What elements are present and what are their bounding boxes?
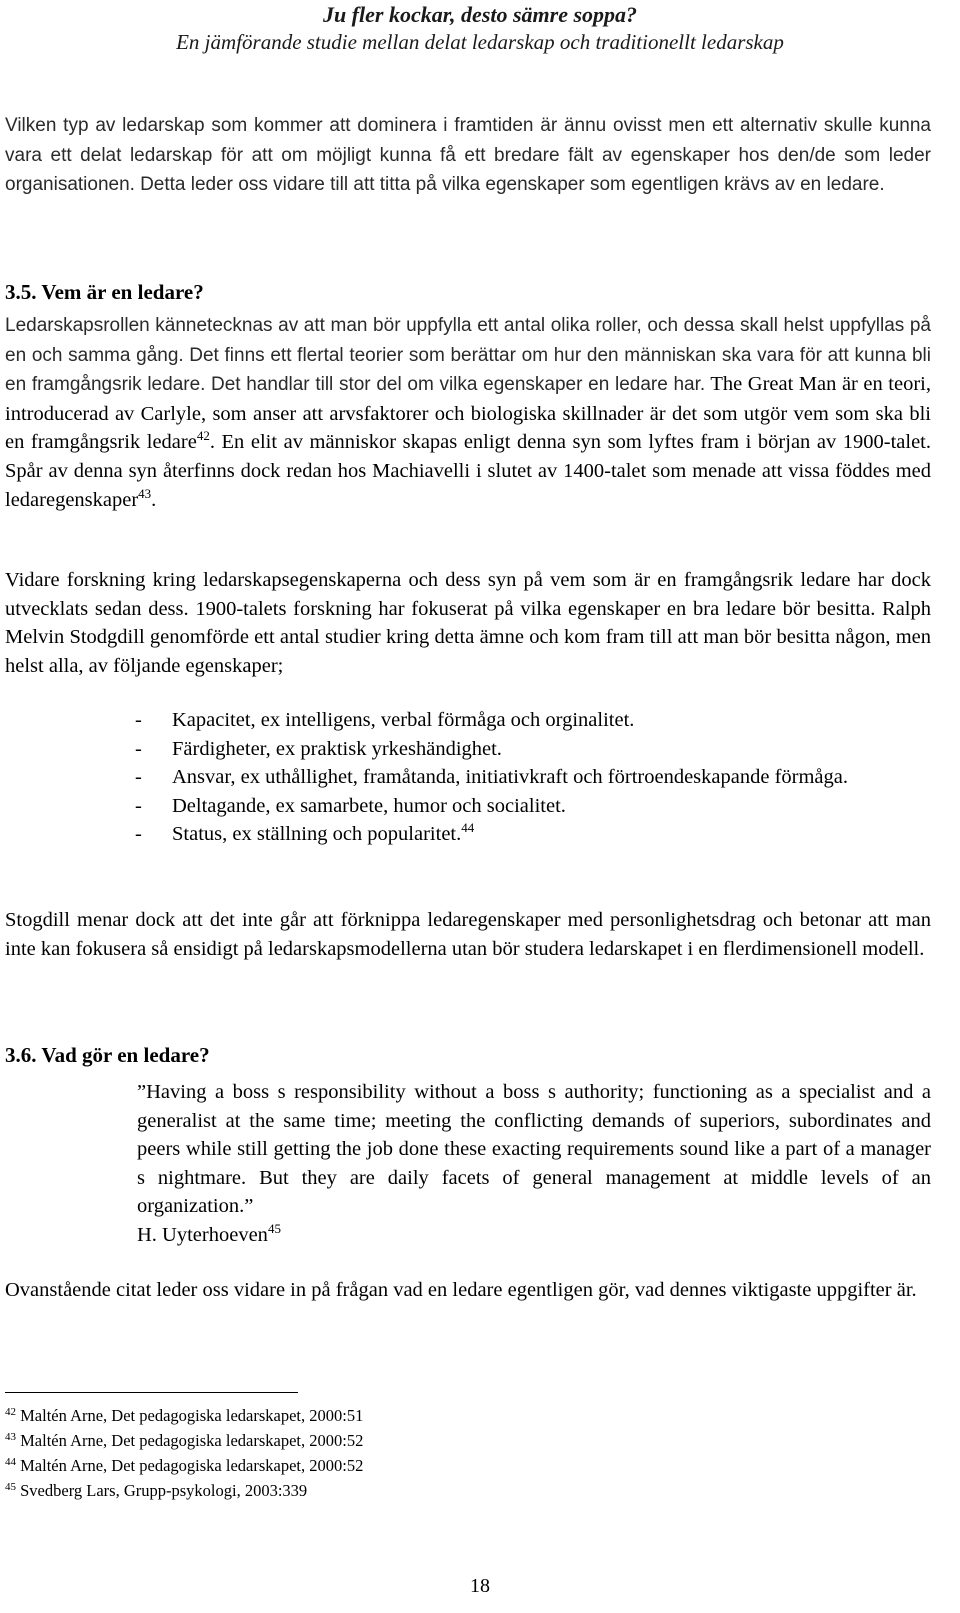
p1-serif-text-b: Det handlar till stor del om vilka egenskaper en ledare har. [210, 374, 706, 396]
section-3-6-paragraph-1: Ovanstående citat leder oss vidare in på frågan vad en ledare egentligen gör, vad dennes viktigaste uppgifter är. [5, 1279, 917, 1301]
footnote [5, 1406, 363, 1426]
footnote-ref-45[interactable]: 45 [267, 1220, 281, 1236]
footnote-number: 43 [5, 1431, 16, 1443]
list-dash: - [135, 709, 142, 731]
list-dash: - [135, 766, 142, 789]
footnote-text: Maltén Arne, Det pedagogiska ledarskapet, 2000:52 [20, 1456, 364, 1475]
footnote-ref-43[interactable]: 43 [138, 485, 152, 501]
p1-serif-text-c: The Great Man är en teori, introducerad av Carlyle, som anser att arvsfaktorer och biologiska skillnader är det som utgör vem som ska bli en framgångsrik ledare [5, 373, 931, 454]
quote-text: ”Having a boss s responsibility without a boss s authority; functioning as a specialist and a generalist at the same time; meeting the conflicting demands of superiors, subordinates and peers while still getting the job done these exacting requirements sound like a part of a manager s nightmare. But they are daily facets of general management at middle levels of an organization.” [137, 1081, 931, 1218]
list-item-text: Status, ex ställning och popularitet. [172, 823, 462, 846]
p1-sans-text: Ledarskapsrollen kännetecknas av att man bör uppfylla ett antal olika roller, och dessa skall helst uppfyllas på en och samma gång. [5, 315, 931, 366]
list-item [135, 706, 931, 735]
list-dash: - [135, 794, 142, 817]
quote-attribution: H. Uyterhoeven$^{45}$ [137, 1220, 281, 1246]
p1-serif-text-a: Det finns ett flertal teorier som berättar om hur den människan ska vara för att kunna bli en framgångsrik ledare. [5, 344, 931, 396]
footnote-number: 42 [5, 1406, 16, 1418]
footnote-ref-44[interactable]: 44 [461, 820, 475, 836]
section-3-5-paragraph-2: Vidare forskning kring ledarskapsegenskaperna och dess syn på vem som är en framgångsrik ledare har dock utvecklats sedan dess. 1900-talets forskning har fokuserat på vilka egenskaper en bra ledare bör besitta. Ralph Melvin Stodgdill genomförde ett antal studier kring detta ämne och kom fram till att man bör besitta någon, men helst alla, av följande egenskaper; [5, 569, 931, 677]
intro-serif-text: Detta leder oss vidare till att titta på vilka egenskaper som egentligen krävs av en ledare. [140, 174, 885, 196]
footnote [5, 1481, 307, 1501]
footnote-separator [5, 1392, 298, 1393]
footnote-text: Svedberg Lars, Grupp-psykologi, 2003:339 [20, 1481, 308, 1500]
list-item [135, 763, 931, 792]
list-item-text: Ansvar, ex uthållighet, framåtanda, initiativkraft och förtroendeskapande förmåga. [172, 766, 848, 789]
page-number: 18 [470, 1575, 490, 1597]
intro-sans-text: Vilken typ av ledarskap som kommer att dominera i framtiden är ännu ovisst men ett alternativ skulle kunna vara ett delat ledarskap för att om möjligt kunna få ett bredare fält av egenskaper hos den/de som leder organisationen. [5, 115, 931, 196]
list-item [135, 820, 931, 849]
list-item [135, 792, 931, 821]
section-3-5-paragraph-3: Stogdill menar dock att det inte går att förknippa ledaregenskaper med personlighetsdrag och betonar att man inte kan fokusera så ensidigt på ledarskapsmodellerna utan bör studera ledarskapet i en flerdimensionell modell. [5, 909, 931, 960]
running-header-title: Ju fler kockar, desto sämre soppa? [322, 2, 638, 27]
footnote-number: 44 [5, 1456, 16, 1468]
footnote [5, 1431, 363, 1451]
list-item-text: Deltagande, ex samarbete, humor och socialitet. [172, 794, 566, 817]
section-3-5-paragraph-1 [5, 311, 931, 514]
footnote [5, 1456, 363, 1476]
p1-serif-text-d: . En elit av människor skapas enligt denna syn som lyftes fram i början av 1900-talet. Spår av denna syn återfinns dock redan hos Machiavelli i slutet av 1400-talet som menade att vissa föddes med ledaregenskaper [5, 431, 932, 511]
block-quote [137, 1078, 931, 1250]
traits-list [135, 706, 931, 849]
footnote-ref-42[interactable]: 42 [196, 428, 210, 444]
list-item [135, 735, 931, 764]
p1-end: . [151, 488, 157, 511]
footnote-text: Maltén Arne, Det pedagogiska ledarskapet, 2000:52 [20, 1431, 364, 1450]
section-heading-3-5: 3.5. Vem är en ledare? [5, 280, 204, 304]
intro-paragraph [5, 111, 931, 200]
list-item-text: Kapacitet, ex intelligens, verbal förmåga och orginalitet. [172, 709, 635, 731]
list-item-text: Färdigheter, ex praktisk yrkeshändighet. [172, 737, 502, 760]
footnote-number: 45 [5, 1481, 16, 1493]
footnote-text: Maltén Arne, Det pedagogiska ledarskapet, 2000:51 [20, 1406, 364, 1425]
list-dash: - [135, 737, 142, 760]
list-dash: - [135, 823, 142, 846]
running-header-subtitle: En jämförande studie mellan delat ledarskap och traditionellt ledarskap [176, 30, 784, 54]
section-heading-3-6: 3.6. Vad gör en ledare? [5, 1043, 210, 1067]
